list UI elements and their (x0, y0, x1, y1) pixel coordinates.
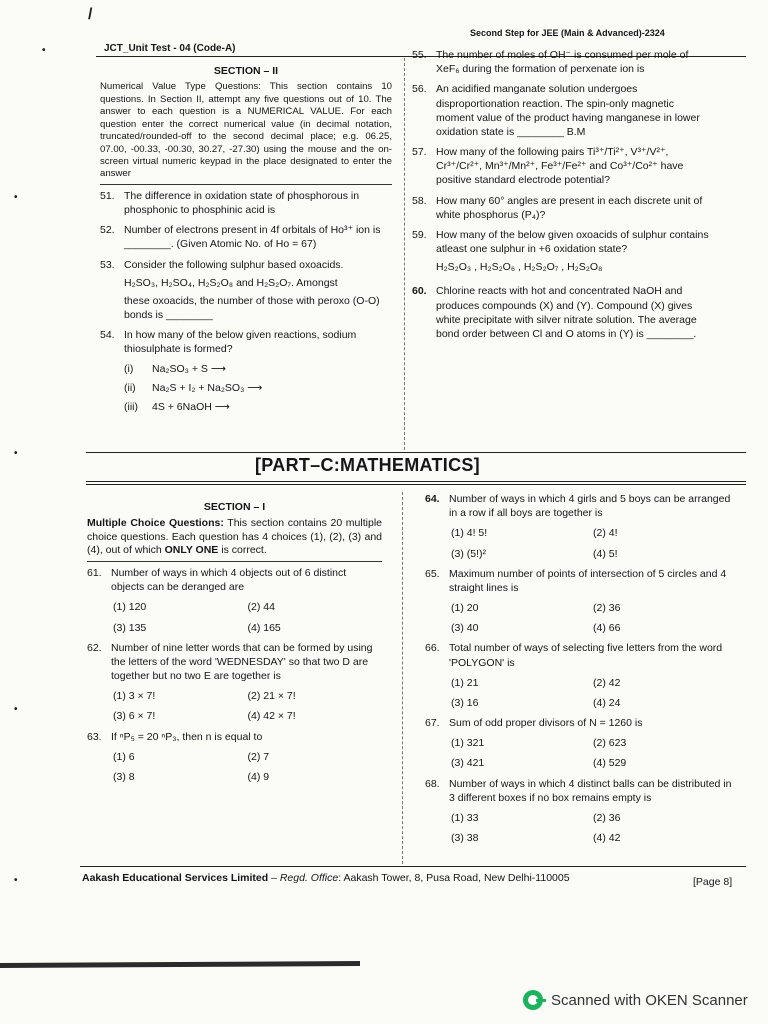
options (111, 600, 382, 634)
options (449, 526, 735, 560)
course-header: Second Step for JEE (Main & Advanced)-2324 (470, 28, 665, 38)
reaction-iii: (iii) 4S + 6NaOH ⟶ (124, 400, 230, 413)
option-2[interactable]: (2) 21 × 7! (247, 690, 296, 703)
option-3[interactable]: (3) 8 (113, 770, 135, 783)
question-62: 62. Number of nine letter words that can be formed by using the letters of the word 'WEDNESDAY' so that two D are together but no two E are together is (1) 3 × 7! (2) 21 × 7! (3) 6 × 7! (4) 42 × 7! (87, 641, 382, 724)
option-4[interactable]: (4) 42 × 7! (247, 710, 296, 723)
margin-dot: • (14, 875, 18, 886)
question-67: 67. Sum of odd proper divisors of N = 1260 is (1) 321 (2) 623 (3) 421 (4) 529 (425, 716, 735, 771)
question-51: 51. The difference in oxidation state of phosphorous in phosphonic to phosphinic acid is (100, 189, 360, 217)
question-60: 60. Chlorine reacts with hot and concentrated NaOH and produces compounds (X) and (Y). Compound (X) gives white precipitate with silver nitrate solution. The average bond order between Cl and O atoms in (Y) is ________. (412, 285, 697, 340)
option-2[interactable]: (2) 36 (593, 811, 621, 824)
option-2[interactable]: (2) 44 (247, 601, 275, 614)
option-3[interactable]: (3) 38 (451, 832, 479, 845)
question-63: 63. If ⁿP₅ = 20 ⁿP₃, then n is equal to (1) 6 (2) 7 (3) 8 (4) 9 (87, 730, 382, 785)
option-1[interactable]: (1) 4! 5! (451, 527, 488, 540)
option-1[interactable]: (1) 120 (113, 601, 147, 614)
divider (87, 561, 382, 562)
option-3[interactable]: (3) (5!)² (451, 547, 486, 560)
options (449, 676, 735, 710)
oxoacid-formulas: H₂SO₃, H₂SO₄, H₂S₂O₈ and H₂S₂O₇. Amongst (124, 276, 338, 289)
option-1[interactable]: (1) 321 (451, 737, 485, 750)
option-1[interactable]: (1) 20 (451, 602, 479, 615)
question-64: 64. Number of ways in which 4 girls and 5 boys can be arranged in a row if all boys are together is (1) 4! 5! (2) 4! (3) (5!)² (4) 5! (425, 492, 735, 561)
option-2[interactable]: (2) 623 (593, 737, 627, 750)
question-59: 59. How many of the below given oxoacids of sulphur contains atleast one sulphur in +6 oxidation state? H₂S₂O₃ , H₂S₂O₆ , H₂S₂O₇ , H₂S₂O₈ (412, 228, 712, 279)
part-title: [PART–C:MATHEMATICS] (255, 455, 480, 475)
page-number: [Page 8] (693, 876, 733, 888)
option-1[interactable]: (1) 3 × 7! (113, 690, 156, 703)
question-61: 61. Number of ways in which 4 objects out of 6 distinct objects can be deranged are (1) 120 (2) 44 (3) 135 (4) 165 (87, 566, 382, 635)
option-3[interactable]: (3) 16 (451, 696, 479, 709)
question-66: 66. Total number of ways of selecting five letters from the word 'POLYGON' is (1) 21 (2) 42 (3) 16 (4) 24 (425, 641, 735, 710)
options (111, 750, 382, 784)
question-55: 55. The number of moles of OH⁻ is consumed per mole of XeF₆ during the formation of perxenate ion is (412, 49, 689, 76)
option-4[interactable]: (4) 165 (247, 621, 281, 634)
math-left-column (87, 500, 382, 790)
footer-rule (80, 866, 746, 867)
margin-dot: • (14, 704, 18, 715)
section-instructions: Multiple Choice Questions: This section contains 20 multiple choice questions. Each question has 4 choices (1), (2), (3) and (4), out of which ONLY ONE is correct. (87, 517, 382, 557)
part-rule-bottom (86, 481, 746, 482)
column-divider (404, 58, 405, 450)
option-4[interactable]: (4) 9 (247, 770, 270, 783)
reaction-i: (i) Na₂SO₃ + S ⟶ (124, 362, 226, 375)
question-53: 53. Consider the following sulphur based oxoacids. H₂SO₃, H₂SO₄, H₂S₂O₈ and H₂S₂O₇. Amongst these oxoacids, the number of those with peroxo (O-O) bonds is ________ (100, 258, 392, 323)
question-58: 58. How many 60° angles are present in each discrete unit of white phosphorus (P₄)? (412, 194, 703, 221)
option-2[interactable]: (2) 42 (593, 676, 621, 689)
reaction-ii: (ii) Na₂S + I₂ + Na₂SO₃ ⟶ (124, 381, 263, 394)
margin-dot: • (14, 192, 18, 203)
part-rule-top (86, 452, 746, 453)
part-rule-bottom-2 (86, 484, 746, 485)
column-divider (402, 492, 403, 864)
option-2[interactable]: (2) 7 (247, 750, 270, 763)
chem-right-column (412, 48, 712, 347)
oken-scanner-logo-icon (523, 990, 543, 1010)
chem-left-column (100, 64, 392, 420)
divider (100, 184, 392, 185)
scanner-watermark (523, 990, 748, 1010)
math-right-column (425, 492, 735, 851)
options (449, 811, 735, 845)
question-57: 57. How many of the following pairs Ti³⁺/Ti²⁺, V³⁺/V²⁺, Cr³⁺/Cr²⁺, Mn³⁺/Mn²⁺, Fe³⁺/Fe²⁺ and Co³⁺/Co²⁺ have positive standard electrode potential? (412, 146, 684, 187)
option-3[interactable]: (3) 40 (451, 622, 479, 635)
option-4[interactable]: (4) 42 (593, 832, 621, 845)
question-52: 52. Number of electrons present in 4f orbitals of Ho³⁺ ion is ________. (Given Atomic No. of Ho = 67) (100, 224, 381, 251)
question-65: 65. Maximum number of points of intersection of 5 circles and 4 straight lines is (1) 20 (2) 36 (3) 40 (4) 66 (425, 567, 735, 636)
sulphur-oxoacid-formulas: H₂S₂O₃ , H₂S₂O₆ , H₂S₂O₇ , H₂S₂O₈ (436, 261, 603, 274)
scan-edge-shadow (0, 961, 360, 968)
option-4[interactable]: (4) 24 (593, 696, 621, 709)
option-1[interactable]: (1) 21 (451, 676, 479, 689)
section-title: SECTION – II (213, 65, 279, 77)
option-1[interactable]: (1) 33 (451, 811, 479, 824)
question-68: 68. Number of ways in which 4 distinct balls can be distributed in 3 different boxes if no box remains empty is (1) 33 (2) 36 (3) 38 (4) 42 (425, 777, 735, 846)
margin-dot: • (14, 448, 18, 459)
options (449, 601, 735, 635)
option-1[interactable]: (1) 6 (113, 750, 135, 763)
option-3[interactable]: (3) 6 × 7! (113, 710, 156, 723)
option-4[interactable]: (4) 5! (593, 547, 618, 560)
question-56: 56. An acidified manganate solution undergoes disproportionation reaction. The spin-only magnetic moment value of the product having manganese in lower oxidation state is ________ B.M (412, 83, 700, 138)
test-code-header: JCT_Unit Test - 04 (Code-A) (104, 43, 236, 54)
section-title: SECTION – I (203, 501, 266, 513)
section-instructions: Numerical Value Type Questions: This section contains 10 questions. In Section II, attempt any five questions out of 10. The answer to each question is a NUMERICAL VALUE. For each question enter the correct numerical value (in decimal notation, truncated/rounded-off to the second decimal place; e.g. 06.25, 07.00, -00.33, -00.30, 30.27, -27.30) using the mouse and the on-screen virtual numeric keypad in the place designated to enter the answer (100, 81, 392, 180)
option-3[interactable]: (3) 135 (113, 621, 147, 634)
question-54: 54. In how many of the below given reactions, sodium thiosulphate is formed? (i) Na₂SO₃ + S ⟶ (ii) Na₂S + I₂ + Na₂SO₃ ⟶ (iii) 4S + 6NaOH ⟶ (100, 328, 392, 414)
options (111, 689, 382, 723)
option-4[interactable]: (4) 529 (593, 757, 627, 770)
pen-mark: / (88, 6, 93, 23)
margin-dot: • (42, 45, 46, 56)
scanner-label: Scanned with OKEN Scanner (551, 991, 748, 1009)
option-2[interactable]: (2) 36 (593, 602, 621, 615)
footer-address: Aakash Educational Services Limited – Regd. Office: Aakash Tower, 8, Pusa Road, New Delhi-110005 (82, 872, 570, 884)
option-3[interactable]: (3) 421 (451, 757, 485, 770)
option-4[interactable]: (4) 66 (593, 622, 621, 635)
option-2[interactable]: (2) 4! (593, 527, 618, 540)
options (449, 736, 735, 770)
